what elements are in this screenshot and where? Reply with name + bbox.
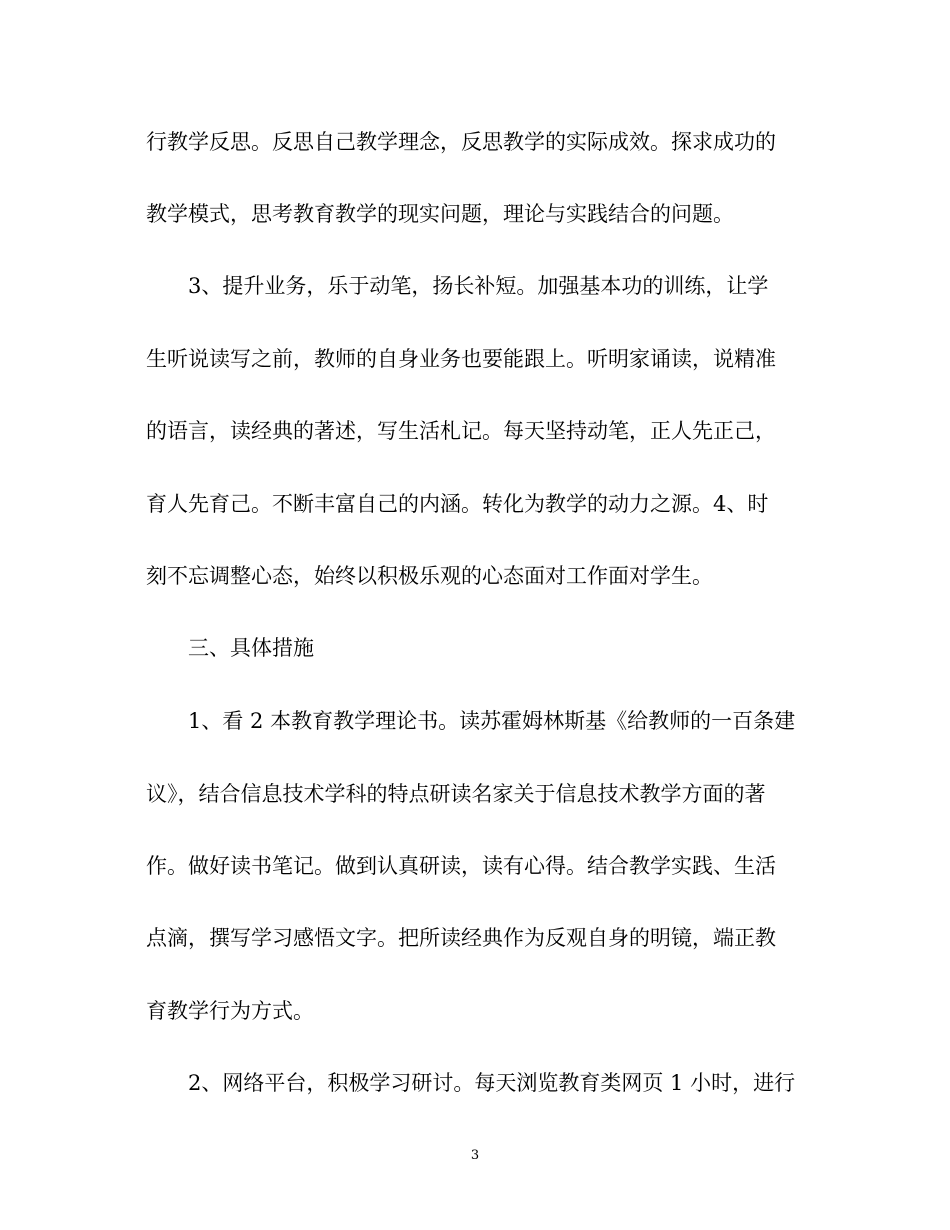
paragraph-line-1: 行教学反思。反思自己教学理念，反思教学的实际成效。探求成功的 [146,130,776,154]
paragraph-line-10: 议》，结合信息技术学科的特点研读名家关于信息技术教学方面的著 [146,782,766,806]
paragraph-line-14: 2、网络平台，积极学习研讨。每天浏览教育类网页 1 小时，进行 [188,1071,796,1095]
paragraph-line-9: 1、看 2 本教育教学理论书。读苏霍姆林斯基《给教师的一百条建 [188,709,796,733]
paragraph-line-12: 点滴，撰写学习感悟文字。把所读经典作为反观自身的明镜，端正教 [146,926,776,950]
paragraph-line-4: 生听说读写之前，教师的自身业务也要能跟上。听明家诵读，说精准 [146,347,776,371]
paragraph-line-7: 刻不忘调整心态，始终以积极乐观的心态面对工作面对学生。 [146,564,713,588]
paragraph-line-5: 的语言，读经典的著述，写生活札记。每天坚持动笔，正人先正己， [146,419,776,443]
paragraph-line-3: 3、提升业务，乐于动笔，扬长补短。加强基本功的训练，让学 [188,274,769,298]
paragraph-line-11: 作。做好读书笔记。做到认真研读，读有心得。结合教学实践、生活 [146,854,776,878]
paragraph-line-13: 育教学行为方式。 [146,999,314,1023]
page-number: 3 [470,1148,480,1163]
paragraph-line-2: 教学模式，思考教育教学的现实问题，理论与实践结合的问题。 [146,202,734,226]
paragraph-line-6: 育人先育己。不断丰富自己的内涵。转化为教学的动力之源。4、时 [146,492,769,516]
section-heading: 三、具体措施 [188,636,314,660]
